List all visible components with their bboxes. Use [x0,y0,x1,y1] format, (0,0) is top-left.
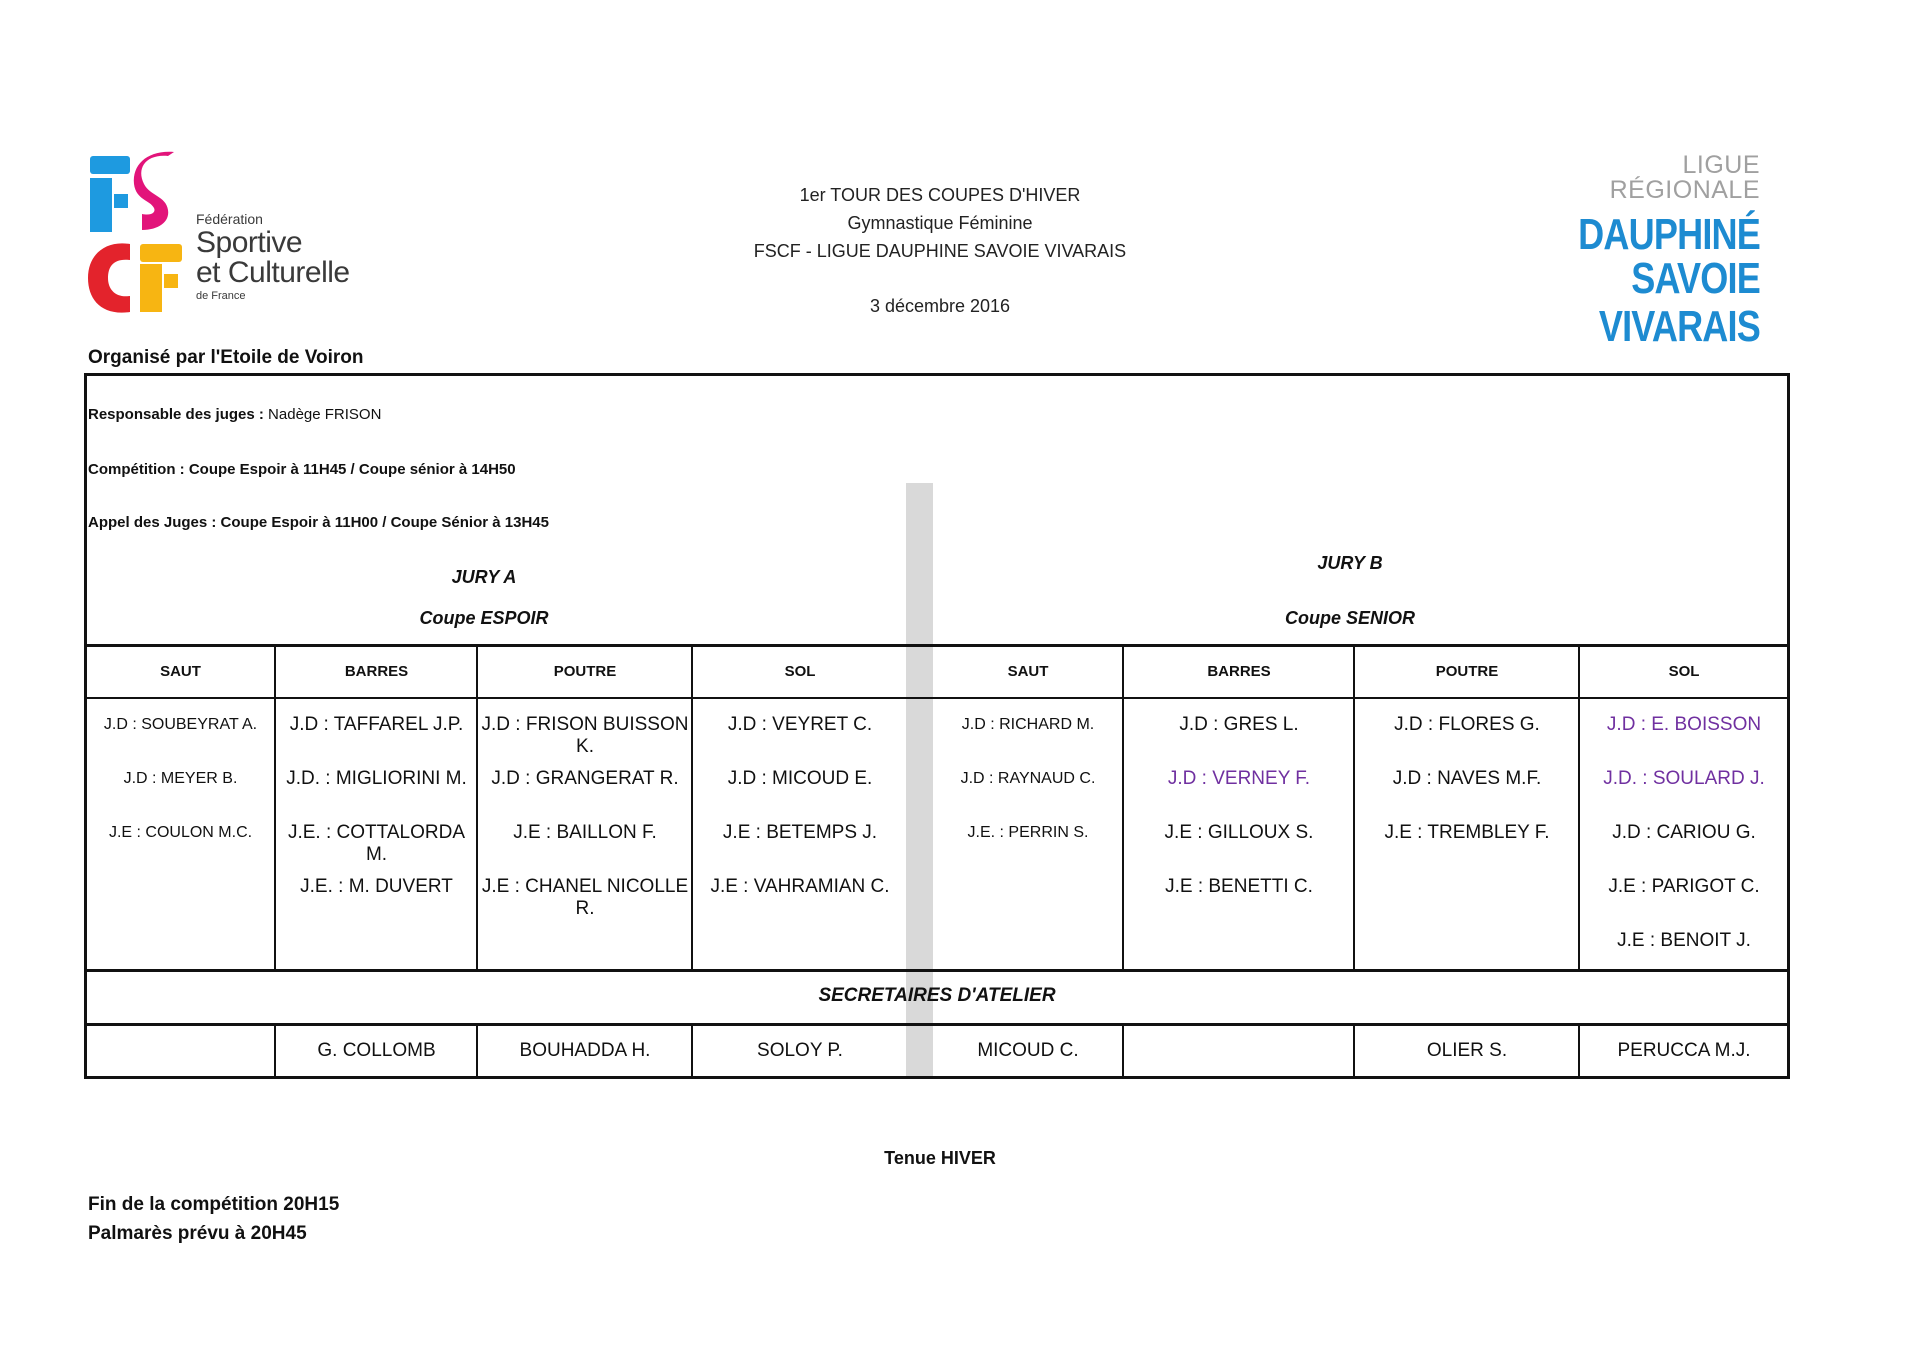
judge-cell: J.E : TREMBLEY F. [1384,822,1550,843]
judge-cell: J.D : GRANGERAT R. [491,768,679,789]
ligue-line3: DAUPHINÉ SAVOIE [1578,210,1760,303]
col-line [691,646,693,970]
secretaire-cell: G. COLLOMB [317,1040,436,1061]
col-line [1578,646,1580,970]
header-line2: Gymnastique Féminine [847,213,1033,233]
judge-cell: J.D : VEYRET C. [727,714,873,735]
judge-cell: J.D : FRISON BUISSON K. [481,714,689,757]
jury-b-coupe: Coupe SENIOR [1284,608,1415,628]
col-header-saut-a: SAUT [160,663,201,680]
jury-a-title: JURY A [451,567,517,587]
competition-line: Compétition : Coupe Espoir à 11H45 / Coupe sénior à 14H50 [88,461,516,478]
secretaires-bottom-rule [84,1023,1790,1026]
col-line [476,646,478,970]
col-header-barres-b: BARRES [1207,663,1271,680]
judge-cell: J.D. : MIGLIORINI M. [286,768,467,789]
judge-cell: J.E : CHANEL NICOLLE R. [481,876,689,919]
judge-cell: J.D : TAFFAREL J.P. [289,714,464,735]
judge-cell: J.E : BENOIT J. [1617,930,1751,951]
fscf-line2: Sportive [196,226,303,259]
header-line1: 1er TOUR DES COUPES D'HIVER [799,185,1081,205]
judge-cell: J.E : PARIGOT C. [1608,876,1760,897]
judge-cell: J.E. : M. DUVERT [300,876,453,897]
judge-cell: J.E : BENETTI C. [1165,876,1313,897]
judge-cell: J.D : FLORES G. [1394,714,1540,735]
organiser-text: Organisé par l'Etoile de Voiron [88,347,364,368]
col-line [274,646,276,970]
responsable-value: Nadège FRISON [263,406,382,423]
judge-cell: J.E. : PERRIN S. [967,824,1089,841]
appel-line: Appel des Juges : Coupe Espoir à 11H00 / Coupe Sénior à 13H45 [88,514,549,531]
responsable-line [88,406,381,423]
footer-notes [88,1190,339,1248]
jury-b-title: JURY B [1317,553,1383,573]
secretaire-cell: BOUHADDA H. [519,1040,651,1061]
judge-cell: J.D : MICOUD E. [727,768,873,789]
col-header-saut-b: SAUT [1007,663,1049,680]
col-header-sol-b: SOL [1668,663,1700,680]
judge-cell: J.E : VAHRAMIAN C. [710,876,890,897]
judge-cell: J.D : RICHARD M. [961,716,1095,733]
ligue-line2: RÉGIONALE [1609,176,1760,204]
judge-cell: J.E : GILLOUX S. [1164,822,1314,843]
col-line [1353,646,1355,970]
header-line3: FSCF - LIGUE DAUPHINE SAVOIE VIVARAIS [753,241,1127,261]
ligue-line4: VIVARAIS [1598,302,1760,351]
document-header [680,181,1200,320]
jury-a-coupe: Coupe ESPOIR [419,608,549,628]
palmares-text: Palmarès prévu à 20H45 [88,1223,307,1244]
judge-cell: J.E : BAILLON F. [513,822,657,843]
ligue-line1: LIGUE [1682,151,1760,179]
secretaire-cell: MICOUD C. [977,1040,1079,1061]
header-date: 3 décembre 2016 [869,296,1011,316]
ligue-logo [1400,153,1760,349]
table-header-bottom-rule [84,697,1790,699]
col-header-sol-a: SOL [784,663,816,680]
secretaires-title: SECRETAIRES D'ATELIER [818,985,1056,1006]
secretaire-cell: SOLOY P. [757,1040,843,1061]
judge-cell-highlighted: J.D. : SOULARD J. [1603,768,1765,789]
judge-cell: J.E. : COTTALORDA M. [287,822,465,865]
secretaire-cell: OLIER S. [1426,1040,1508,1061]
judge-cell-highlighted: J.D : VERNEY F. [1167,768,1311,789]
fscf-line4: de France [196,290,246,302]
fscf-emblem-icon [86,150,186,315]
judge-cell: J.D : MEYER B. [123,770,238,787]
judge-cell: J.D : RAYNAUD C. [960,770,1096,787]
col-header-poutre-a: POUTRE [553,663,617,680]
tenue-text: Tenue HIVER [884,1148,996,1168]
fin-text: Fin de la compétition 20H15 [88,1194,340,1215]
judge-cell-highlighted: J.D : E. BOISSON [1606,714,1762,735]
fscf-line3: et Culturelle [196,256,350,289]
judge-cell: J.E : BETEMPS J. [722,822,878,843]
fscf-logo [86,150,356,315]
col-line [1122,646,1124,970]
judge-cell: J.E : COULON M.C. [108,824,253,841]
secretaire-cell: PERUCCA M.J. [1617,1040,1751,1061]
table-header-top-rule [84,644,1790,647]
judge-cell: J.D : CARIOU G. [1612,822,1756,843]
judge-cell: J.D : NAVES M.F. [1392,768,1542,789]
responsable-label: Responsable des juges : [88,406,264,423]
secretaires-top-rule [84,969,1790,972]
judge-cell: J.D : GRES L. [1179,714,1299,735]
judge-cell: J.D : SOUBEYRAT A. [103,716,258,733]
col-header-poutre-b: POUTRE [1435,663,1499,680]
col-header-barres-a: BARRES [344,663,409,680]
fscf-line1: Fédération [196,211,263,227]
